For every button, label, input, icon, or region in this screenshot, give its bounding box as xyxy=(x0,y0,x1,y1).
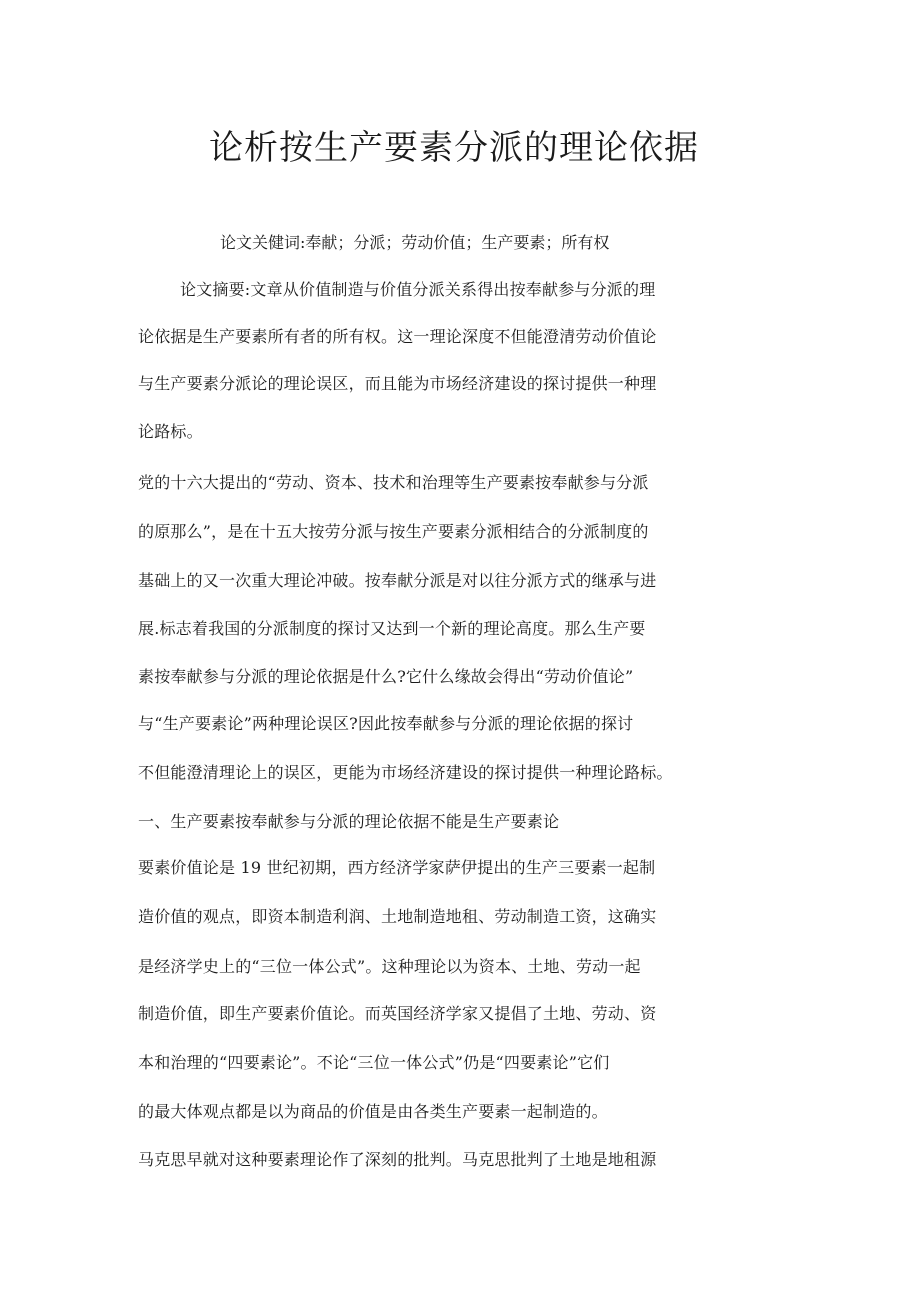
body-line: 是经济学史上的“三位一体公式”。这种理论以为资本、土地、劳动一起 xyxy=(138,957,641,976)
abstract-line: 论路标。 xyxy=(138,422,203,441)
body-line: 展.标志着我国的分派制度的探讨又达到一个新的理论高度。那么生产要 xyxy=(138,619,646,638)
keywords-line: 论文关健词:奉献；分派；劳动价值；生产要素；所有权 xyxy=(220,233,610,252)
body-line: 造价值的观点，即资本制造利润、土地制造地租、劳动制造工资，这确实 xyxy=(138,907,657,926)
document-title: 论析按生产要素分派的理论依据 xyxy=(209,128,699,168)
body-line: 基础上的又一次重大理论冲破。按奉献分派是对以往分派方式的继承与进 xyxy=(138,571,657,590)
body-line: 党的十六大提出的“劳动、资本、技术和治理等生产要素按奉献参与分派 xyxy=(138,473,649,492)
body-line: 的最大体观点都是以为商品的价值是由各类生产要素一起制造的。 xyxy=(138,1102,608,1121)
body-line: 要素价值论是 19 世纪初期，西方经济学家萨伊提出的生产三要素一起制 xyxy=(138,858,656,877)
body-line: 马克思早就对这种要素理论作了深刻的批判。马克思批判了土地是地租源 xyxy=(138,1150,657,1169)
body-line: 本和治理的“四要素论”。不论“三位一体公式”仍是“四要素论”它们 xyxy=(138,1053,610,1072)
abstract-line: 与生产要素分派论的理论误区，而且能为市场经济建设的探讨提供一种理 xyxy=(138,374,657,393)
abstract-line: 论文摘要:文章从价值制造与价值分派关系得出按奉献参与分派的理 xyxy=(180,280,656,299)
body-line: 不但能澄清理论上的误区，更能为市场经济建设的探讨提供一种理论路标。 xyxy=(138,763,673,782)
abstract-line: 论依据是生产要素所有者的所有权。这一理论深度不但能澄清劳动价值论 xyxy=(138,327,657,346)
body-line: 与“生产要素论”两种理论误区?因此按奉献参与分派的理论依据的探讨 xyxy=(138,714,634,733)
body-line: 素按奉献参与分派的理论依据是什么?它什么缘故会得出“劳动价值论” xyxy=(138,667,634,686)
body-line: 制造价值，即生产要素价值论。而英国经济学家又提倡了土地、劳动、资 xyxy=(138,1004,657,1023)
body-line: 的原那么”，是在十五大按劳分派与按生产要素分派相结合的分派制度的 xyxy=(138,522,649,541)
section-heading: 一、生产要素按奉献参与分派的理论依据不能是生产要素论 xyxy=(138,812,560,831)
